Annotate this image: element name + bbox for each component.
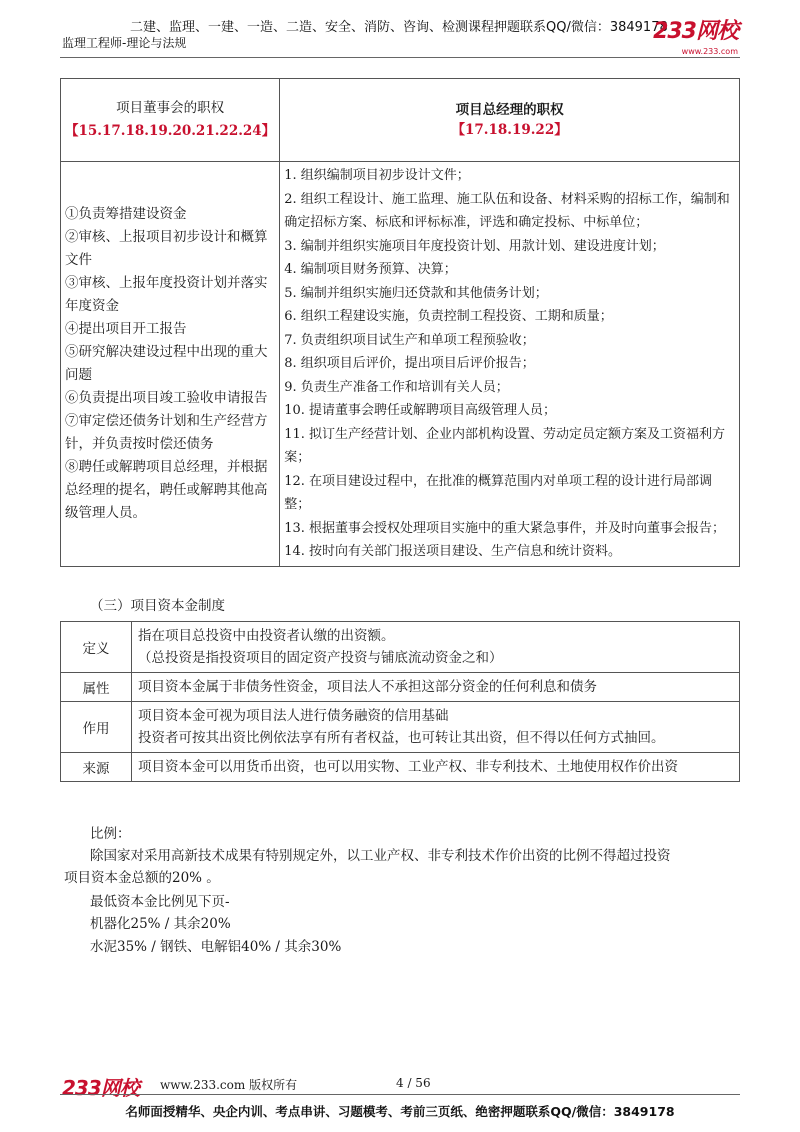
manager-item: 11. 拟订生产经营计划、企业内部机构设置、劳动定员定额方案及工资福利方案； — [284, 426, 726, 465]
manager-authority-header — [280, 79, 740, 162]
row-value-function — [132, 702, 740, 753]
table-row — [61, 702, 740, 753]
table-row — [61, 673, 740, 702]
manager-item: 2. 组织工程设计、施工监理、施工队伍和设备、材料采购的招标工作，编制和确定招标方案、标底和评标标准，评选和确定投标、中标单位； — [284, 191, 730, 230]
row-key-source: 来源 — [61, 753, 132, 782]
manager-item: 1. 组织编制项目初步设计文件； — [284, 168, 470, 183]
manager-item: 9. 负责生产准备工作和培训有关人员； — [284, 379, 509, 395]
manager-authority-list — [280, 162, 740, 567]
ratio-label: 比例： — [90, 826, 131, 842]
ratio-cement-steel: 水泥35% / 钢铁、电解铝40% / 其余30% — [90, 939, 342, 955]
section-title: （三）项目资本金制度 — [90, 598, 225, 614]
brand-logo — [653, 19, 738, 62]
header-contact-line: 二建、监理、一建、一造、二造、安全、消防、咨询、检测课程押题联系QQ/微信：3849178 — [130, 20, 668, 35]
value-line: 项目资本金可视为项目法人进行债务融资的信用基础 — [138, 708, 449, 724]
manager-item: 7. 负责组织项目试生产和单项工程预验收； — [284, 332, 535, 348]
footer-site: www.233.com 版权所有 — [160, 1078, 298, 1092]
manager-item: 12. 在项目建设过程中，在批准的概算范围内对单项工程的设计进行局部调整； — [284, 473, 713, 512]
manager-header-years: 【17.18.19.22】 — [451, 122, 568, 138]
row-value-definition — [132, 622, 740, 673]
board-item: ⑧聘任或解聘项目总经理，并根据总经理的提名，聘任或解聘其他高级管理人员。 — [65, 458, 268, 521]
board-item: ④提出项目开工报告 — [65, 320, 187, 337]
ratio-note: 最低资本金比例见下页- — [90, 894, 230, 910]
manager-header-title: 项目总经理的职权 — [455, 102, 564, 118]
manager-item: 13. 根据董事会授权处理项目实施中的重大紧急事件，并及时向董事会报告； — [284, 520, 726, 536]
logo-url: www.233.com — [681, 47, 738, 56]
table-row — [61, 622, 740, 673]
board-item: ⑤研究解决建设过程中出现的重大问题 — [65, 343, 268, 383]
board-item: ⑦审定偿还债务计划和生产经营方针，并负责按时偿还债务 — [65, 412, 268, 452]
row-key-definition: 定义 — [61, 622, 132, 673]
page-number: 4 / 56 — [396, 1076, 431, 1090]
value-line: 投资者可按其出资比例依法享有所有者权益，也可转让其出资，但不得以任何方式抽回。 — [138, 730, 665, 746]
board-item: ①负责筹措建设资金 — [65, 205, 187, 222]
value-line: （总投资是指投资项目的固定资产投资与铺底流动资金之和） — [138, 650, 503, 666]
manager-item: 6. 组织工程建设实施，负责控制工程投资、工期和质量； — [284, 309, 613, 324]
authority-comparison-table — [60, 78, 740, 567]
manager-item: 5. 编制并组织实施归还贷款和其他债务计划； — [284, 285, 548, 301]
manager-item: 8. 组织项目后评价，提出项目后评价报告； — [284, 356, 535, 371]
header-divider — [60, 57, 740, 58]
table-row — [61, 753, 740, 782]
row-key-attribute: 属性 — [61, 673, 132, 702]
value-line: 项目资本金可以用货币出资，也可以用实物、工业产权、非专利技术、土地使用权作价出资 — [138, 759, 678, 775]
board-header-title: 项目董事会的职权 — [116, 100, 225, 116]
capital-system-table — [60, 621, 740, 782]
board-authority-list — [61, 162, 280, 567]
manager-item: 3. 编制并组织实施项目年度投资计划、用款计划、建设进度计划； — [284, 238, 665, 254]
value-line: 项目资本金属于非债务性资金，项目法人不承担这部分资金的任何利息和债务 — [138, 679, 597, 695]
manager-item: 14. 按时向有关部门报送项目建设、生产信息和统计资料。 — [284, 544, 622, 559]
board-item: ⑥负责提出项目竣工验收申请报告 — [65, 389, 268, 406]
footer-contact-line: 名师面授精华、央企内训、考点串讲、习题模考、考前三页纸、绝密押题联系QQ/微信：3849178 — [125, 1104, 675, 1119]
board-item: ③审核、上报年度投资计划并落实年度资金 — [65, 274, 268, 314]
document-subtitle: 监理工程师-理论与法规 — [62, 36, 187, 50]
ratio-machinery: 机器化25% / 其余20% — [90, 916, 231, 932]
value-line: 指在项目总投资中由投资者认缴的出资额。 — [138, 628, 395, 644]
ratio-text-line1: 除国家对采用高新技术成果有特别规定外，以工业产权、非专利技术作价出资的比例不得超过投资 — [90, 848, 671, 864]
row-key-function: 作用 — [61, 702, 132, 753]
manager-item: 10. 提请董事会聘任或解聘项目高级管理人员； — [284, 403, 557, 418]
row-value-attribute — [132, 673, 740, 702]
logo-text: 233网校 — [653, 19, 738, 44]
row-value-source — [132, 753, 740, 782]
footer-divider — [60, 1094, 740, 1095]
footer-logo: 233网校 — [62, 1076, 139, 1100]
board-item: ②审核、上报项目初步设计和概算文件 — [65, 228, 268, 268]
manager-item: 4. 编制项目财务预算、决算； — [284, 262, 457, 277]
board-authority-header — [61, 79, 280, 162]
ratio-text-line2: 项目资本金总额的20% 。 — [64, 870, 220, 886]
board-header-years: 【15.17.18.19.20.21.22.24】 — [65, 123, 276, 139]
